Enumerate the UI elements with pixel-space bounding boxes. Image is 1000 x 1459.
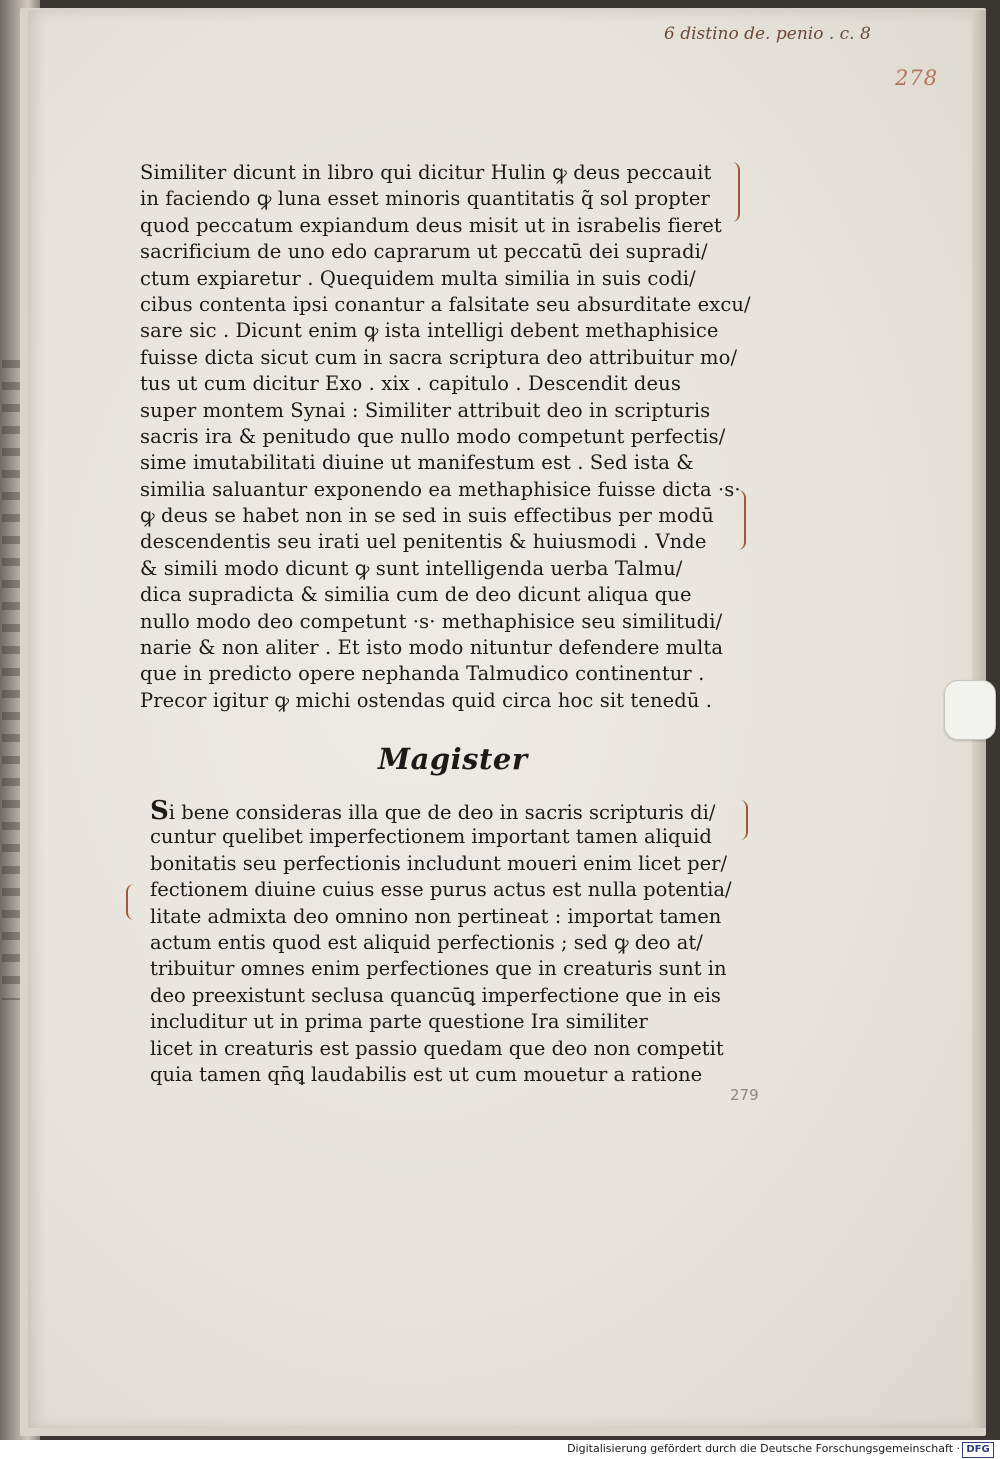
text-line: cibus contenta ipsi conantur a falsitate seu absurditate excu/ [140,292,751,316]
text-line-rest: i bene consideras illa que de deo in sacris scripturis di/ [168,801,716,824]
text-line: narie & non aliter . Et isto modo nituntur defendere multa [140,636,724,660]
margin-bracket [732,490,746,550]
text-block-question [140,160,750,714]
text-line: ꝙ deus se habet non in se sed in suis effectibus per modū [140,504,714,528]
rubric-heading: Magister [378,742,528,776]
text-line: in faciendo ꝙ luna esset minoris quantitatis q̃ sol propter [140,187,710,211]
text-line: licet in creaturis est passio quedam que deo non competit [150,1036,724,1060]
text-line: deo preexistunt seclusa quancūꝗ imperfectione que in eis [150,983,721,1007]
margin-bracket [734,800,748,840]
text-line: sacrificium de uno edo caprarum ut peccatū dei supradi/ [140,240,708,264]
text-line: nullo modo deo competunt ·s· methaphisice seu similitudi/ [140,609,723,633]
text-line: dica supradicta & similia cum de deo dicunt aliqua que [140,583,692,607]
text-line: actum entis quod est aliquid perfectionis ; sed ꝙ deo at/ [150,930,703,954]
text-line: fectionem diuine cuius esse purus actus est nulla potentia/ [150,878,732,902]
initial-letter: S [150,796,169,826]
text-line: cuntur quelibet imperfectionem important tamen aliquid [150,825,712,849]
text-line: que in predicto opere nephanda Talmudico continentur . [140,662,705,686]
text-line: includitur ut in prima parte questione Ira similiter [150,1010,648,1034]
text-line: ctum expiaretur . Quequidem multa similia in suis codi/ [140,266,696,290]
text-line [150,798,760,824]
text-line: & simili modo dicunt ꝙ sunt intelligenda uerba Talmu/ [140,556,683,580]
footer-bar [0,1440,1000,1459]
text-line: Precor igitur ꝙ michi ostendas quid circa hoc sit tenedū . [140,688,713,712]
text-line: descendentis seu irati uel penitentis & huiusmodi . Vnde [140,530,707,554]
folio-number: 278 [895,66,939,90]
text-line: litate admixta deo omnino non pertineat : importat tamen [150,904,722,928]
pencil-number: 279 [730,1086,759,1104]
text-line: quod peccatum expiandum deus misit ut in israbelis fieret [140,213,722,237]
text-line: bonitatis seu perfectionis includunt moueri enim licet per/ [150,851,728,875]
footer-credit: Digitalisierung gefördert durch die Deutsche Forschungsgemeinschaft · [567,1442,960,1455]
margin-bracket [126,884,140,920]
text-line: similia saluantur exponendo ea methaphisice fuisse dicta ·s· [140,477,741,501]
text-line: sacris ira & penitudo que nullo modo competunt perfectis/ [140,424,726,448]
text-line: quia tamen qn̄ꝗ laudabilis est ut cum mouetur a ratione [150,1062,703,1086]
text-line: sime imutabilitati diuine ut manifestum est . Sed ista & [140,451,694,475]
text-line: fuisse dicta sicut cum in sacra scriptura deo attribuitur mo/ [140,345,738,369]
text-line: tribuitur omnes enim perfectiones que in creaturis sunt in [150,957,727,981]
text-line: super montem Synai : Similiter attribuit deo in scripturis [140,398,711,422]
margin-bracket [726,162,740,222]
text-line: tus ut cum dicitur Exo . xix . capitulo . Descendit deus [140,372,681,396]
text-block-answer [150,798,760,1088]
handwritten-top-note: 6 distino de. penio . c. 8 [664,24,871,44]
dfg-logo: DFG [962,1442,994,1458]
text-line: sare sic . Dicunt enim ꝙ ista intelligi debent methaphisice [140,319,719,343]
page-clip-tab [944,680,996,740]
text-line: Similiter dicunt in libro qui dicitur Hulin ꝙ deus peccauit [140,161,712,184]
